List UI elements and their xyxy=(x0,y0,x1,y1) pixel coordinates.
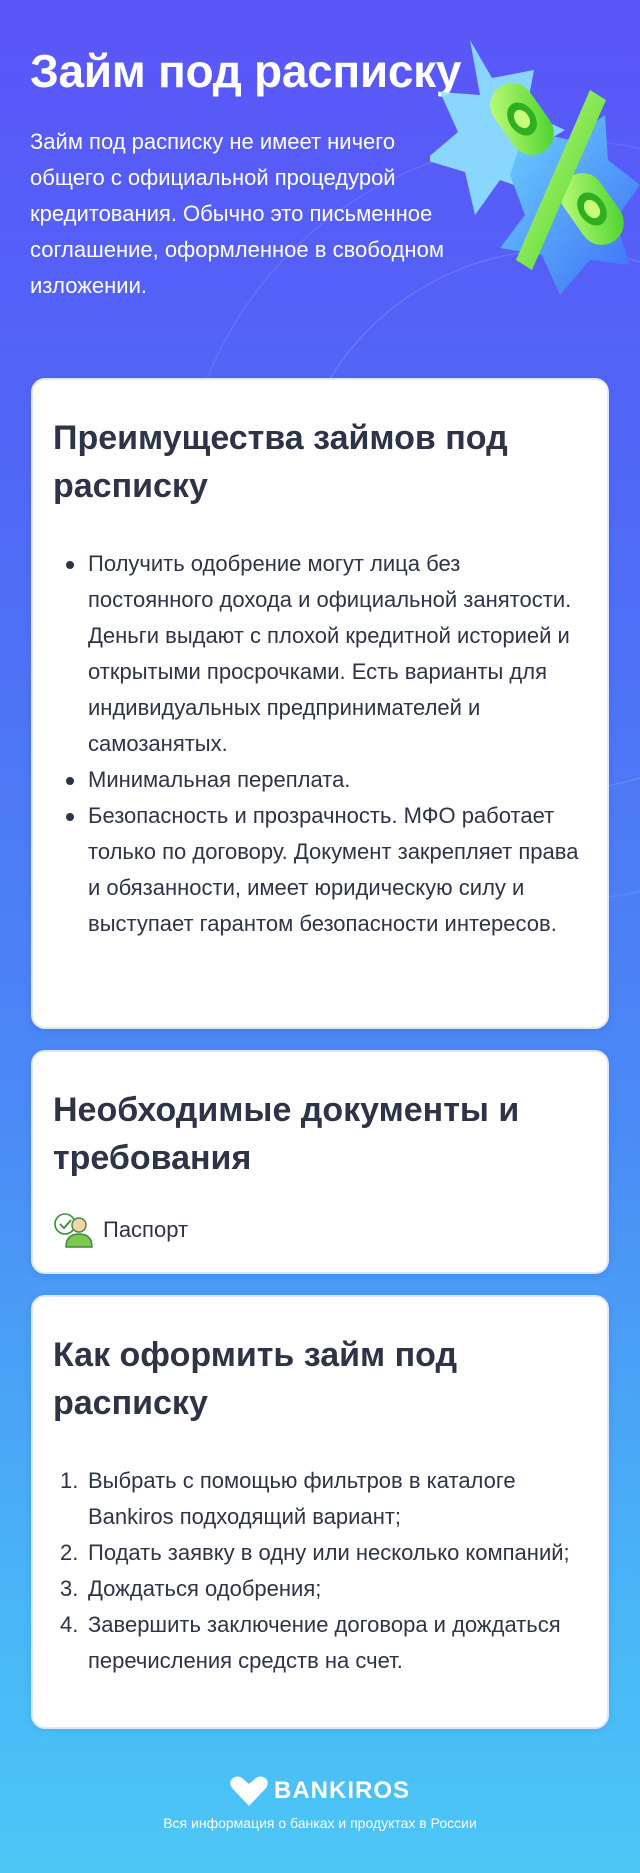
person-check-icon xyxy=(53,1212,95,1248)
list-item: Получить одобрение могут лица без постоянного дохода и официальной занятости. Деньги выдают с плохой кредитной историей и открытыми просрочками. Есть варианты для индивидуальных предпринимателей и самозанятых. xyxy=(53,546,587,762)
heart-logo-icon xyxy=(230,1776,268,1806)
documents-title: Необходимые документы и требования xyxy=(53,1091,520,1177)
document-item xyxy=(53,1212,587,1248)
document-label: Паспорт xyxy=(103,1217,189,1242)
percent-star-illustration xyxy=(430,20,640,340)
list-item xyxy=(53,1535,587,1571)
step-number: 4. xyxy=(60,1612,79,1637)
advantages-title: Преимущества займов под расписку xyxy=(53,419,508,505)
howto-card xyxy=(31,1295,609,1729)
brand-name: BANKIROS xyxy=(273,1777,410,1804)
page-title: Займ под расписку xyxy=(30,45,462,97)
advantages-list xyxy=(53,546,587,942)
bankiros-logo[interactable] xyxy=(0,1776,640,1806)
step-text: Дождаться одобрения; xyxy=(88,1576,322,1601)
footer-tagline: Вся информация о банках и продуктах в России xyxy=(163,1815,477,1831)
documents-card xyxy=(31,1050,609,1274)
advantages-card xyxy=(31,378,609,1029)
list-item xyxy=(53,1607,587,1679)
step-text: Выбрать с помощью фильтров в каталоге Bankiros подходящий вариант; xyxy=(88,1468,516,1529)
howto-title: Как оформить займ под расписку xyxy=(53,1336,458,1422)
hero-description: Займ под расписку не имеет ничего общего с официальной процедурой кредитования. Обычно это письменное соглашение, оформленное в свободном изложении. xyxy=(30,129,444,298)
list-item xyxy=(53,1463,587,1535)
list-item: Минимальная переплата. xyxy=(53,762,587,798)
list-item xyxy=(53,1571,587,1607)
step-number: 2. xyxy=(60,1540,79,1565)
step-number: 1. xyxy=(60,1468,79,1493)
list-item: Безопасность и прозрачность. МФО работает только по договору. Документ закрепляет права и обязанности, имеет юридическую силу и выступает гарантом безопасности интересов. xyxy=(53,798,587,942)
howto-steps xyxy=(53,1463,587,1679)
step-number: 3. xyxy=(60,1576,79,1601)
step-text: Подать заявку в одну или несколько компаний; xyxy=(88,1540,570,1565)
step-text: Завершить заключение договора и дождаться перечисления средств на счет. xyxy=(88,1612,561,1673)
